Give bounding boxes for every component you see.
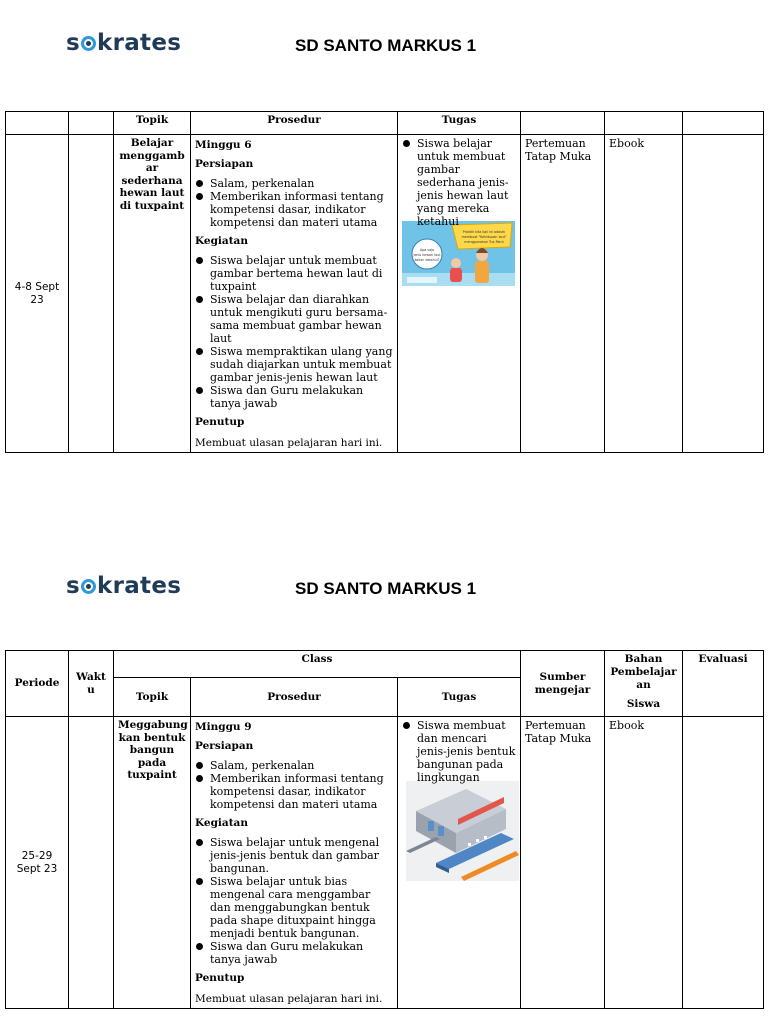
header-topik: Topik (114, 678, 191, 717)
list-item: Siswa dan Guru melakukan tanya jawab (195, 384, 393, 410)
bahan-cell: Ebook (605, 717, 683, 1009)
svg-text:kalian ketahui?: kalian ketahui? (414, 258, 440, 262)
logo-o-icon (81, 579, 96, 594)
kids-learning-illustration (402, 221, 515, 286)
kegiatan-list (195, 254, 393, 410)
header-periode: Periode (6, 651, 69, 717)
list-item: Siswa belajar untuk membuat gambar sederhana jenis-jenis hewan laut yang mereka ketahui (402, 137, 516, 228)
kegiatan-label: Kegiatan (195, 235, 248, 247)
persiapan-list (195, 177, 393, 229)
list-item: Siswa membuat dan mencari jenis-jenis bentuk bangunan pada lingkungan (402, 719, 516, 784)
persiapan-label: Persiapan (195, 740, 254, 752)
logo-o-icon (81, 36, 96, 51)
header-sumber: Sumber mengejar (521, 651, 605, 717)
list-item: Salam, perkenalan (195, 759, 393, 772)
penutup-text: Membuat ulasan pelajaran hari ini. (195, 437, 383, 449)
kegiatan-label: Kegiatan (195, 817, 248, 829)
list-item: Siswa dan Guru melakukan tanya jawab (195, 940, 393, 966)
header-tugas: Tugas (398, 112, 521, 135)
header-topik: Topik (114, 112, 191, 135)
list-item: Memberikan informasi tentang kompetensi dasar, indikator kompetensi dan materi utama (195, 190, 393, 229)
header-waktu: Wakt u (69, 651, 114, 717)
sokrates-logo: s krates (66, 573, 182, 599)
minggu-label: Minggu 9 (195, 721, 252, 733)
svg-text:Praktik kita kali ini adalah: Praktik kita kali ini adalah (462, 230, 506, 234)
penutup-label: Penutup (195, 972, 245, 984)
bahan-cell: Ebook (605, 135, 683, 453)
header-evaluasi: Evaluasi (683, 651, 764, 717)
sumber-cell: Pertemuan Tatap Muka (521, 717, 605, 1009)
evaluasi-cell (683, 717, 764, 1009)
periode-cell: 4-8 Sept 23 (6, 135, 69, 453)
header-prosedur: Prosedur (191, 678, 398, 717)
sokrates-logo: s krates (66, 30, 182, 56)
waktu-cell (69, 717, 114, 1009)
school-name: SD SANTO MARKUS 1 (295, 36, 477, 55)
prosedur-cell (191, 717, 398, 1009)
topik-cell: Belajar menggamb ar sederhana hewan laut di tuxpaint (114, 135, 191, 453)
kegiatan-list (195, 836, 393, 966)
penutup-text: Membuat ulasan pelajaran hari ini. (195, 993, 383, 1005)
list-item: Memberikan informasi tentang kompetensi dasar, indikator kompetensi dan materi utama (195, 772, 393, 811)
list-item: Siswa belajar untuk bias mengenal cara menggambar dan menggabungkan bentuk pada shape dituxpaint hingga menjadi bentuk bangunan. (195, 875, 393, 940)
topik-cell: Meggabung kan bentuk bangun pada tuxpaint (114, 717, 191, 1009)
header-class: Class (114, 651, 521, 678)
school-name: SD SANTO MARKUS 1 (295, 579, 477, 598)
persiapan-list (195, 759, 393, 811)
penutup-label: Penutup (195, 416, 245, 428)
header-tugas: Tugas (398, 678, 521, 717)
list-item: Siswa belajar untuk membuat gambar bertema hewan laut di tuxpaint (195, 254, 393, 293)
periode-cell: 25-29 Sept 23 (6, 717, 69, 1009)
persiapan-label: Persiapan (195, 158, 254, 170)
minggu-label: Minggu 6 (195, 139, 252, 151)
svg-text:Apa saja: Apa saja (419, 248, 435, 252)
header-bahan: Bahan Pembelajar an Siswa (605, 651, 683, 717)
list-item: Siswa belajar untuk mengenal jenis-jenis bentuk dan gambar bangunan. (195, 836, 393, 875)
tugas-cell (398, 135, 521, 453)
train-station-illustration (406, 781, 519, 881)
lesson-table-2 (5, 650, 764, 1009)
waktu-cell (69, 135, 114, 453)
svg-text:menggunakan Tux Paint: menggunakan Tux Paint (464, 240, 504, 244)
list-item: Siswa belajar dan diarahkan untuk mengikuti guru bersama-sama membuat gambar hewan laut (195, 293, 393, 345)
tugas-cell (398, 717, 521, 1009)
svg-text:membuat "Kehidupan laut": membuat "Kehidupan laut" (461, 235, 507, 239)
svg-text:jenis hewan laut: jenis hewan laut (413, 253, 441, 257)
evaluasi-cell (683, 135, 764, 453)
sumber-cell: Pertemuan Tatap Muka (521, 135, 605, 453)
lesson-table-1 (5, 111, 764, 453)
list-item: Salam, perkenalan (195, 177, 393, 190)
header-prosedur: Prosedur (191, 112, 398, 135)
prosedur-cell (191, 135, 398, 453)
list-item: Siswa mempraktikan ulang yang sudah diajarkan untuk membuat gambar jenis-jenis hewan laut (195, 345, 393, 384)
